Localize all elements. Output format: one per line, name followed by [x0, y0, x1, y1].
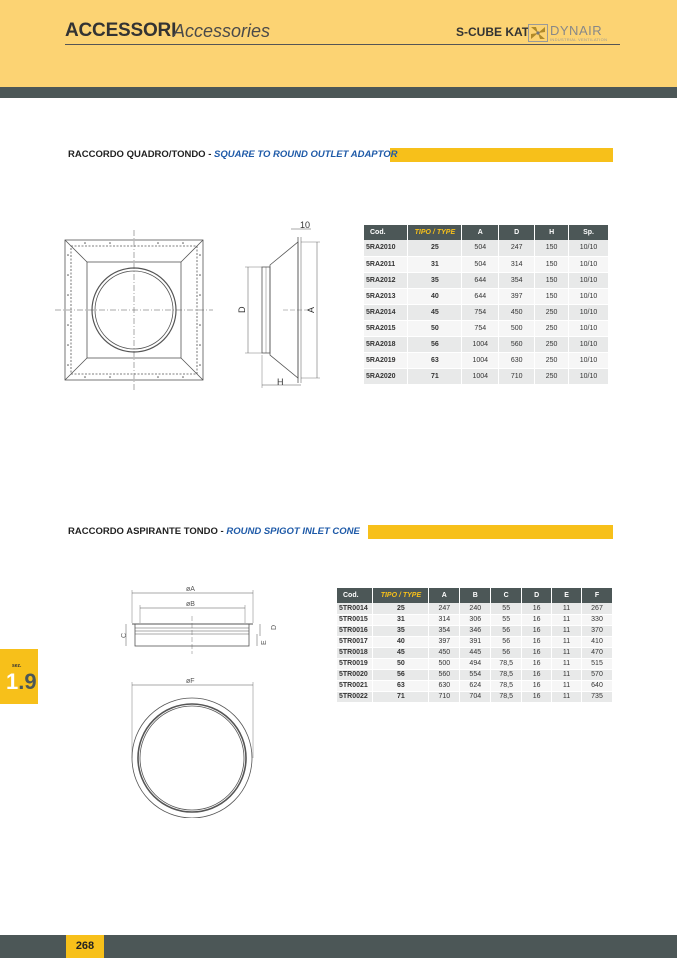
table-cell: 10/10: [569, 240, 609, 256]
col-header-c: C: [491, 588, 522, 603]
table-cell: 354: [499, 272, 535, 288]
table-cell: 5RA2020: [364, 368, 408, 384]
table-cell: 11: [552, 691, 582, 702]
table-cell: 5TR0016: [337, 625, 373, 636]
table-row: [364, 320, 609, 336]
table-cell: 515: [582, 658, 613, 669]
table-cell: 560: [499, 336, 535, 352]
dim-label-d: D: [271, 624, 278, 630]
fan-logo-icon: [528, 24, 548, 42]
section-title-adaptor: [0, 148, 613, 162]
section-title-it: RACCORDO QUADRO/TONDO -: [68, 149, 215, 160]
header-stripe: [0, 87, 677, 98]
table-cell: 560: [429, 669, 460, 680]
table-cell: 391: [460, 636, 491, 647]
table-cell: 78,5: [491, 691, 522, 702]
dim-label-f: øF: [186, 678, 195, 685]
table-cell: 150: [535, 256, 569, 272]
table-cell: 250: [535, 336, 569, 352]
table-cell: 5TR0015: [337, 614, 373, 625]
dim-label-h: H: [277, 377, 284, 387]
table-cell: 11: [552, 603, 582, 614]
table-cell: 40: [408, 288, 462, 304]
table-header-row: [364, 225, 609, 240]
table-row: [337, 647, 613, 658]
table-row: [364, 256, 609, 272]
table-cell: 10/10: [569, 256, 609, 272]
table-cell: 5TR0019: [337, 658, 373, 669]
table-cell: 45: [373, 647, 429, 658]
section-tab-label: sez.: [12, 663, 22, 669]
table-cell: 450: [429, 647, 460, 658]
dynair-logo: [528, 23, 620, 43]
table-cell: 5TR0017: [337, 636, 373, 647]
table-row: [364, 240, 609, 256]
table-cell: 5TR0021: [337, 680, 373, 691]
table-cell: 500: [429, 658, 460, 669]
section-title-en: ROUND SPIGOT INLET CONE: [226, 526, 360, 537]
table-cell: 754: [462, 320, 499, 336]
table-cell: 56: [373, 669, 429, 680]
col-header-h: H: [535, 225, 569, 240]
table-cell: 5RA2012: [364, 272, 408, 288]
table-cell: 370: [582, 625, 613, 636]
table-cell: 31: [408, 256, 462, 272]
table-cell: 10/10: [569, 272, 609, 288]
table-cell: 16: [522, 658, 552, 669]
table-cell: 5RA2019: [364, 352, 408, 368]
section-tab: [0, 649, 38, 704]
table-cell: 5TR0020: [337, 669, 373, 680]
table-cell: 630: [499, 352, 535, 368]
col-header-tipo: TIPO / TYPE: [408, 225, 462, 240]
table-cell: 11: [552, 680, 582, 691]
table-cell: 644: [462, 288, 499, 304]
inlet-cone-spec-table: [337, 588, 613, 703]
inlet-cone-side-view: [126, 590, 260, 654]
table-cell: 25: [408, 240, 462, 256]
table-cell: 314: [429, 614, 460, 625]
adaptor-spec-table: [364, 225, 609, 385]
table-cell: 35: [373, 625, 429, 636]
dim-label-c: C: [121, 632, 128, 638]
table-cell: 11: [552, 647, 582, 658]
table-cell: 150: [535, 288, 569, 304]
table-cell: 735: [582, 691, 613, 702]
adaptor-drawing: [55, 215, 330, 395]
dim-label-b: øB: [186, 601, 195, 608]
table-cell: 5RA2015: [364, 320, 408, 336]
table-cell: 78,5: [491, 669, 522, 680]
col-header-tipo: TIPO / TYPE: [373, 588, 429, 603]
page-header: [0, 0, 677, 87]
table-cell: 10/10: [569, 336, 609, 352]
table-cell: 247: [429, 603, 460, 614]
table-row: [337, 603, 613, 614]
inlet-cone-drawing: [110, 578, 295, 818]
table-cell: 754: [462, 304, 499, 320]
table-cell: 494: [460, 658, 491, 669]
table-row: [364, 304, 609, 320]
table-cell: 40: [373, 636, 429, 647]
table-cell: 16: [522, 691, 552, 702]
table-cell: 504: [462, 256, 499, 272]
table-row: [337, 625, 613, 636]
table-row: [337, 636, 613, 647]
table-cell: 5RA2018: [364, 336, 408, 352]
table-row: [337, 658, 613, 669]
table-cell: 63: [408, 352, 462, 368]
table-cell: 1004: [462, 368, 499, 384]
table-cell: 5RA2010: [364, 240, 408, 256]
section-title-inlet-cone: [0, 525, 613, 539]
table-cell: 150: [535, 272, 569, 288]
table-cell: 1004: [462, 352, 499, 368]
table-cell: 11: [552, 636, 582, 647]
table-cell: 250: [535, 320, 569, 336]
section-title-en: SQUARE TO ROUND OUTLET ADAPTOR: [214, 149, 398, 160]
col-header-b: B: [460, 588, 491, 603]
table-row: [337, 691, 613, 702]
table-cell: 11: [552, 614, 582, 625]
dim-label-a: øA: [186, 586, 195, 593]
table-cell: 55: [491, 603, 522, 614]
table-row: [337, 669, 613, 680]
table-cell: 5RA2014: [364, 304, 408, 320]
logo-wordmark: DYNAIR: [550, 23, 603, 38]
table-cell: 5RA2011: [364, 256, 408, 272]
table-cell: 25: [373, 603, 429, 614]
table-cell: 346: [460, 625, 491, 636]
table-row: [364, 368, 609, 384]
table-cell: 50: [408, 320, 462, 336]
table-cell: 570: [582, 669, 613, 680]
table-cell: 500: [499, 320, 535, 336]
table-cell: 10/10: [569, 352, 609, 368]
table-cell: 16: [522, 614, 552, 625]
inlet-cone-front-view: [132, 682, 253, 818]
table-cell: 470: [582, 647, 613, 658]
table-cell: 397: [429, 636, 460, 647]
col-header-e: E: [552, 588, 582, 603]
logo-tagline: INDUSTRIAL VENTILATION: [550, 37, 608, 42]
col-header-f: F: [582, 588, 613, 603]
table-row: [337, 680, 613, 691]
table-cell: 5TR0022: [337, 691, 373, 702]
table-cell: 16: [522, 669, 552, 680]
table-cell: 640: [582, 680, 613, 691]
table-cell: 11: [552, 669, 582, 680]
table-cell: 16: [522, 625, 552, 636]
table-row: [337, 614, 613, 625]
table-row: [364, 288, 609, 304]
table-cell: 5TR0018: [337, 647, 373, 658]
table-cell: 306: [460, 614, 491, 625]
table-cell: 267: [582, 603, 613, 614]
table-cell: 16: [522, 636, 552, 647]
table-cell: 16: [522, 603, 552, 614]
table-cell: 150: [535, 240, 569, 256]
table-cell: 624: [460, 680, 491, 691]
table-cell: 504: [462, 240, 499, 256]
table-cell: 354: [429, 625, 460, 636]
table-cell: 16: [522, 647, 552, 658]
table-cell: 710: [429, 691, 460, 702]
table-header-row: [337, 588, 613, 603]
page-title: ACCESSORI: [65, 20, 177, 41]
col-header-cod: Cod.: [364, 225, 408, 240]
col-header-d: D: [522, 588, 552, 603]
table-cell: 10/10: [569, 304, 609, 320]
table-cell: 56: [491, 647, 522, 658]
table-cell: 314: [499, 256, 535, 272]
table-cell: 5RA2013: [364, 288, 408, 304]
dim-label-a: A: [306, 306, 316, 313]
table-cell: 50: [373, 658, 429, 669]
product-name: S-CUBE KAT: [456, 25, 530, 39]
table-cell: 1004: [462, 336, 499, 352]
page-number: 268: [66, 935, 104, 958]
dim-label-d: D: [237, 306, 247, 313]
col-header-cod: Cod.: [337, 588, 373, 603]
table-cell: 450: [499, 304, 535, 320]
section-number-major: 1: [6, 669, 19, 694]
dim-label-10: 10: [300, 220, 311, 230]
table-cell: 704: [460, 691, 491, 702]
col-header-a: A: [462, 225, 499, 240]
table-cell: 397: [499, 288, 535, 304]
table-row: [364, 272, 609, 288]
dim-label-e: E: [261, 640, 268, 645]
table-cell: 554: [460, 669, 491, 680]
table-cell: 710: [499, 368, 535, 384]
table-cell: 644: [462, 272, 499, 288]
table-cell: 78,5: [491, 680, 522, 691]
table-cell: 240: [460, 603, 491, 614]
table-cell: 11: [552, 625, 582, 636]
table-cell: 56: [491, 625, 522, 636]
table-cell: 445: [460, 647, 491, 658]
section-title-it: RACCORDO ASPIRANTE TONDO -: [68, 526, 227, 537]
table-cell: 5TR0014: [337, 603, 373, 614]
table-cell: 31: [373, 614, 429, 625]
table-cell: 71: [408, 368, 462, 384]
table-cell: 250: [535, 304, 569, 320]
table-cell: 35: [408, 272, 462, 288]
table-cell: 56: [408, 336, 462, 352]
header-rule: [65, 44, 620, 45]
table-cell: 630: [429, 680, 460, 691]
table-cell: 56: [491, 636, 522, 647]
table-cell: 250: [535, 352, 569, 368]
col-header-d: D: [499, 225, 535, 240]
table-cell: 10/10: [569, 288, 609, 304]
table-row: [364, 352, 609, 368]
table-cell: 247: [499, 240, 535, 256]
table-cell: 63: [373, 680, 429, 691]
col-header-sp: Sp.: [569, 225, 609, 240]
table-cell: 330: [582, 614, 613, 625]
table-row: [364, 336, 609, 352]
table-cell: 250: [535, 368, 569, 384]
table-cell: 16: [522, 680, 552, 691]
table-cell: 10/10: [569, 320, 609, 336]
table-cell: 11: [552, 658, 582, 669]
section-number-minor: .9: [18, 669, 37, 694]
table-cell: 55: [491, 614, 522, 625]
table-cell: 45: [408, 304, 462, 320]
table-cell: 410: [582, 636, 613, 647]
table-cell: 71: [373, 691, 429, 702]
table-cell: 10/10: [569, 368, 609, 384]
col-header-a: A: [429, 588, 460, 603]
page-subtitle: Accessories: [173, 21, 271, 41]
table-cell: 78,5: [491, 658, 522, 669]
adaptor-front-view: [55, 230, 213, 390]
